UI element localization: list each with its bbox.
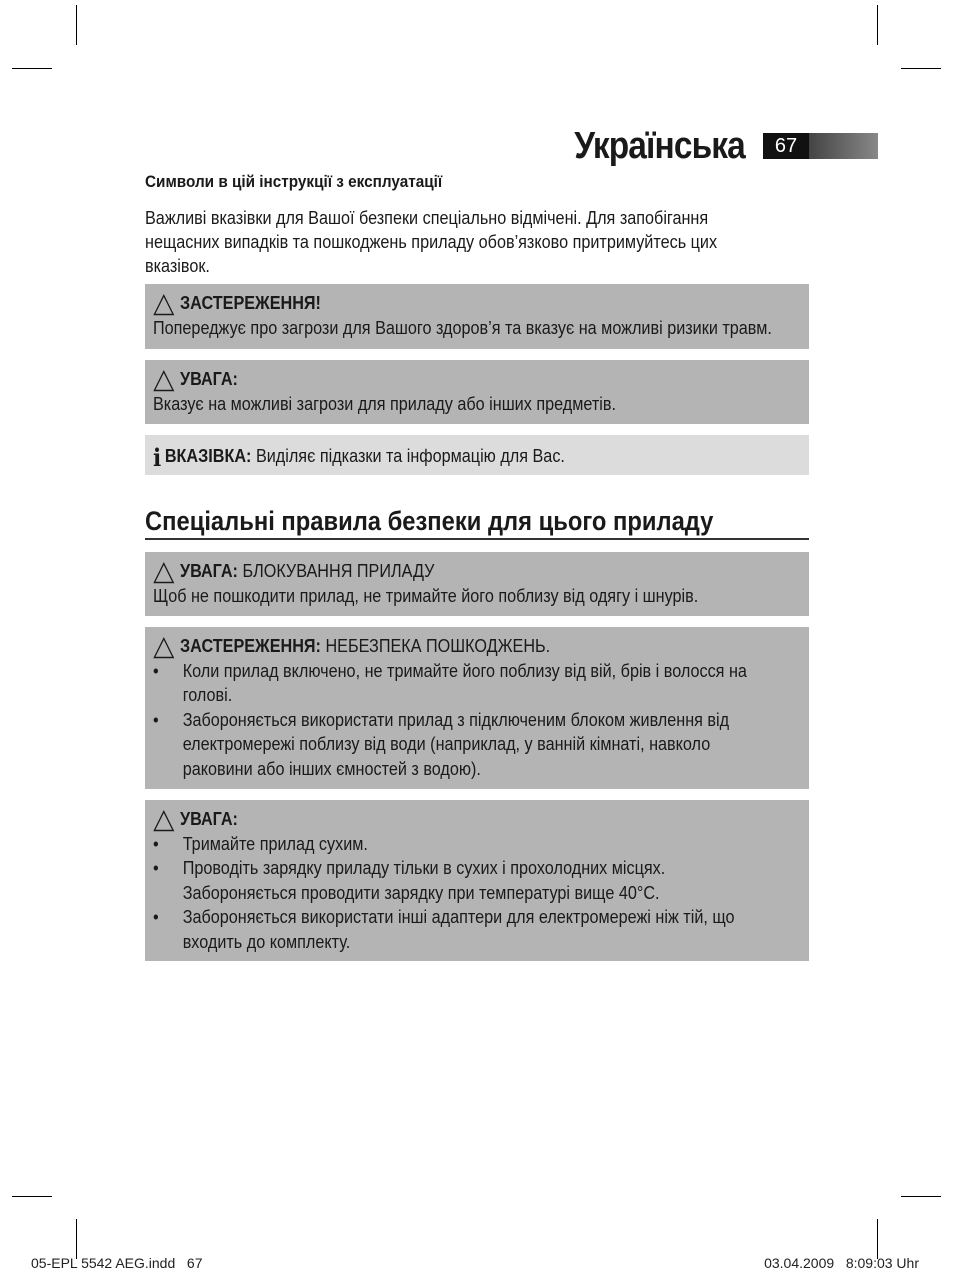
caution-triangle-icon: [153, 562, 175, 584]
bullet-list: [153, 659, 801, 782]
intro-line: Важливі вказівки для Вашої безпеки спеціально відмічені. Для запобігання: [145, 208, 709, 228]
note-text: Виділяє підказки та інформацію для Вас.: [255, 446, 565, 466]
caution-triangle-icon: [153, 810, 175, 832]
block-label: ЗАСТЕРЕЖЕННЯ:: [180, 636, 321, 656]
block-text: Щоб не пошкодити прилад, не тримайте його поблизу від одягу і шнурів.: [153, 585, 699, 606]
list-item: • Коли прилад включено, не тримайте його поблизу від вій, брів і волосся на голові.: [153, 659, 800, 708]
warning-label: ЗАСТЕРЕЖЕННЯ!: [180, 293, 321, 313]
caution-block-lock: [145, 552, 809, 616]
crop-mark: [76, 5, 77, 45]
caution-block-charging: [145, 800, 809, 961]
footer-timestamp: 03.04.2009 8:09:03 Uhr: [764, 1255, 919, 1271]
footer-file-info: 05-EPL 5542 AEG.indd 67: [31, 1255, 203, 1271]
bullet-list: [153, 832, 801, 955]
warning-legend-box: [145, 284, 809, 349]
block-label: УВАГА:: [180, 809, 238, 829]
list-item: • Забороняється використати прилад з підключеним блоком живлення від електромережі поблизу від води (наприклад, у ванній кімнаті, навколо раковини або інших ємностей з водою).: [153, 708, 800, 782]
crop-mark: [76, 1219, 77, 1259]
warning-text: Попереджує про загрози для Вашого здоров’я та вказує на можливі ризики травм.: [153, 317, 772, 338]
crop-mark: [901, 68, 941, 69]
caution-triangle-icon: [153, 370, 175, 392]
warning-triangle-icon: [153, 294, 175, 316]
block-label: УВАГА:: [180, 561, 238, 581]
list-item: • Забороняється використати інші адаптери для електромережі ніж тій, що входить до комплекту.: [153, 905, 800, 954]
crop-mark: [877, 1219, 878, 1259]
crop-mark: [877, 5, 878, 45]
note-label: ВКАЗІВКА:: [164, 446, 252, 466]
intro-paragraph: [145, 206, 809, 278]
block-title: БЛОКУВАННЯ ПРИЛАДУ: [242, 561, 435, 581]
page-number-badge: 67: [763, 133, 809, 159]
crop-mark: [12, 68, 52, 69]
symbols-heading: Символи в цій інструкції з експлуатації: [145, 172, 443, 191]
list-item: • Проводіть зарядку приладу тільки в сухих і прохолодних місцях. Забороняється проводити зарядку при температурі вище 40°C.: [153, 856, 800, 905]
intro-line: вказівок.: [145, 256, 210, 276]
note-legend-box: [145, 435, 809, 475]
intro-line: нещасних випадків та пошкоджень приладу обов’язково притримуйтесь цих: [145, 232, 718, 252]
info-icon: i: [153, 442, 162, 472]
caution-text: Вказує на можливі загрози для приладу або інших предметів.: [153, 393, 616, 414]
section-heading: Спеціальні правила безпеки для цього приладу: [145, 504, 809, 540]
warning-block-injury: [145, 627, 809, 789]
caution-label: УВАГА:: [180, 369, 238, 389]
list-item: • Тримайте прилад сухим.: [153, 832, 800, 857]
page-title: Українська: [574, 125, 745, 167]
header-gradient-bar: [809, 133, 878, 159]
crop-mark: [901, 1196, 941, 1197]
warning-triangle-icon: [153, 637, 175, 659]
crop-mark: [12, 1196, 52, 1197]
caution-legend-box: [145, 360, 809, 424]
block-title: НЕБЕЗПЕКА ПОШКОДЖЕНЬ.: [325, 636, 551, 656]
